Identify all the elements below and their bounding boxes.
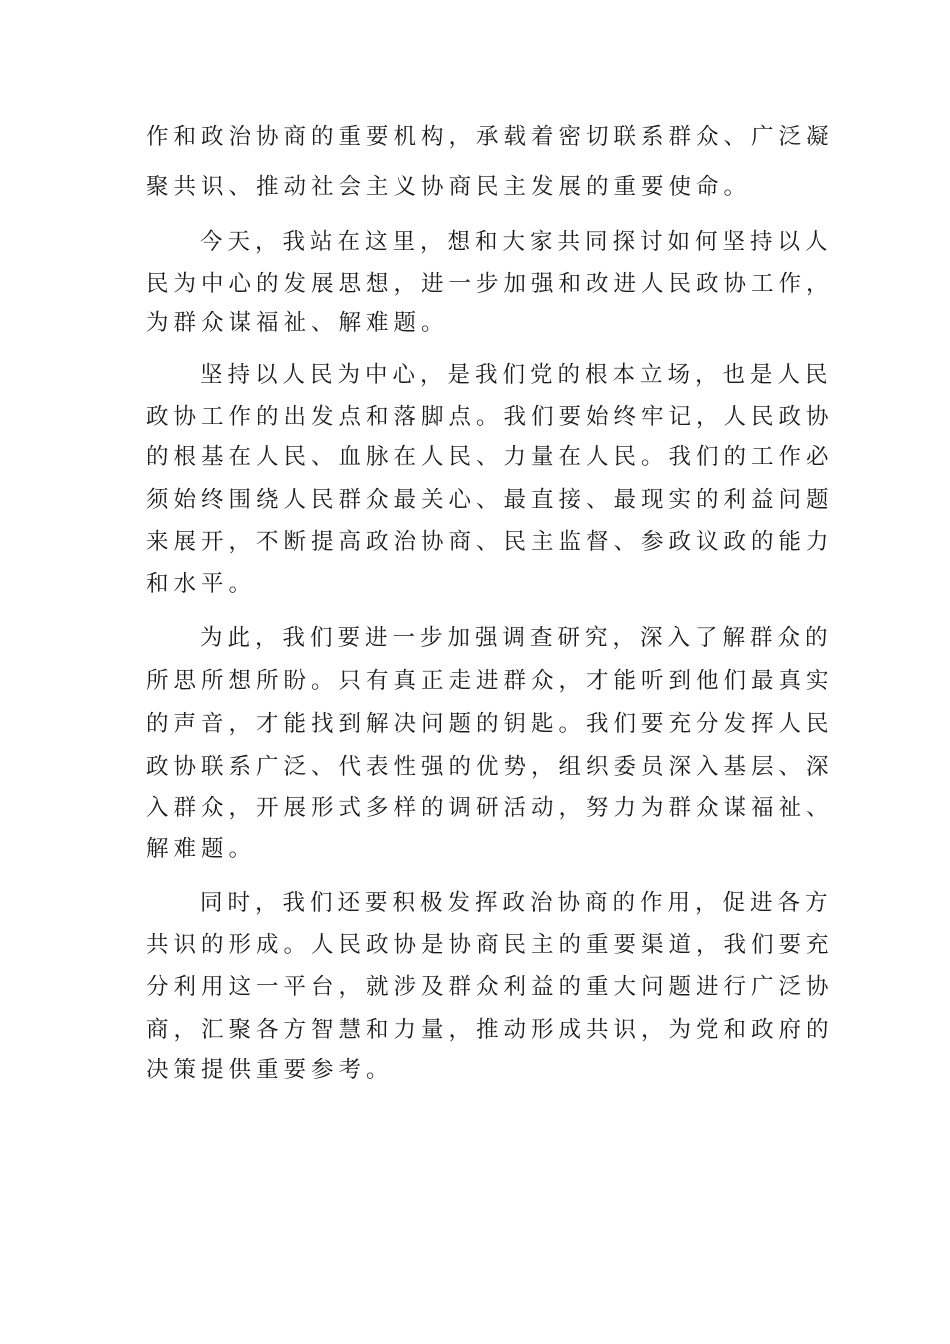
paragraph-3-line-6: 和水平。	[146, 571, 257, 597]
paragraph-3-line-2: 政协工作的出发点和落脚点。我们要始终牢记，人民政协	[146, 404, 834, 430]
paragraph-4-line-2: 所思所想所盼。只有真正走进群众，才能听到他们最真实	[146, 668, 834, 694]
paragraph-4-line-5: 入群众，开展形式多样的调研活动，努力为群众谋福祉、	[146, 795, 834, 821]
paragraph-4-line-6: 解难题。	[146, 836, 257, 862]
paragraph-5-line-1: 同时，我们还要积极发挥政治协商的作用，促进各方	[200, 890, 833, 916]
paragraph-2-line-2: 民为中心的发展思想，进一步加强和改进人民政协工作，	[146, 271, 834, 297]
paragraph-3-line-3: 的根基在人民、血脉在人民、力量在人民。我们的工作必	[146, 444, 834, 470]
paragraph-3-line-1: 坚持以人民为中心，是我们党的根本立场，也是人民	[200, 362, 833, 388]
paragraph-5-line-5: 决策提供重要参考。	[146, 1057, 394, 1083]
paragraph-5-line-2: 共识的形成。人民政协是协商民主的重要渠道，我们要充	[146, 932, 834, 958]
paragraph-3-line-4: 须始终围绕人民群众最关心、最直接、最现实的利益问题	[146, 487, 834, 513]
paragraph-1-line-1: 作和政治协商的重要机构，承载着密切联系群众、广泛凝	[146, 124, 834, 150]
paragraph-5-line-3: 分利用这一平台，就涉及群众利益的重大问题进行广泛协	[146, 974, 834, 1000]
paragraph-4-line-3: 的声音，才能找到解决问题的钥匙。我们要充分发挥人民	[146, 711, 834, 737]
paragraph-3-line-5: 来展开，不断提高政治协商、民主监督、参政议政的能力	[146, 529, 834, 555]
paragraph-2-line-1: 今天，我站在这里，想和大家共同探讨如何坚持以人	[200, 229, 833, 255]
paragraph-4-line-4: 政协联系广泛、代表性强的优势，组织委员深入基层、深	[146, 754, 834, 780]
paragraph-5-line-4: 商，汇聚各方智慧和力量，推动形成共识，为党和政府的	[146, 1017, 834, 1043]
paragraph-1-line-2: 聚共识、推动社会主义协商民主发展的重要使命。	[146, 174, 752, 200]
paragraph-4-line-1: 为此，我们要进一步加强调查研究，深入了解群众的	[200, 625, 833, 651]
paragraph-2-line-3: 为群众谋福祉、解难题。	[146, 310, 449, 336]
